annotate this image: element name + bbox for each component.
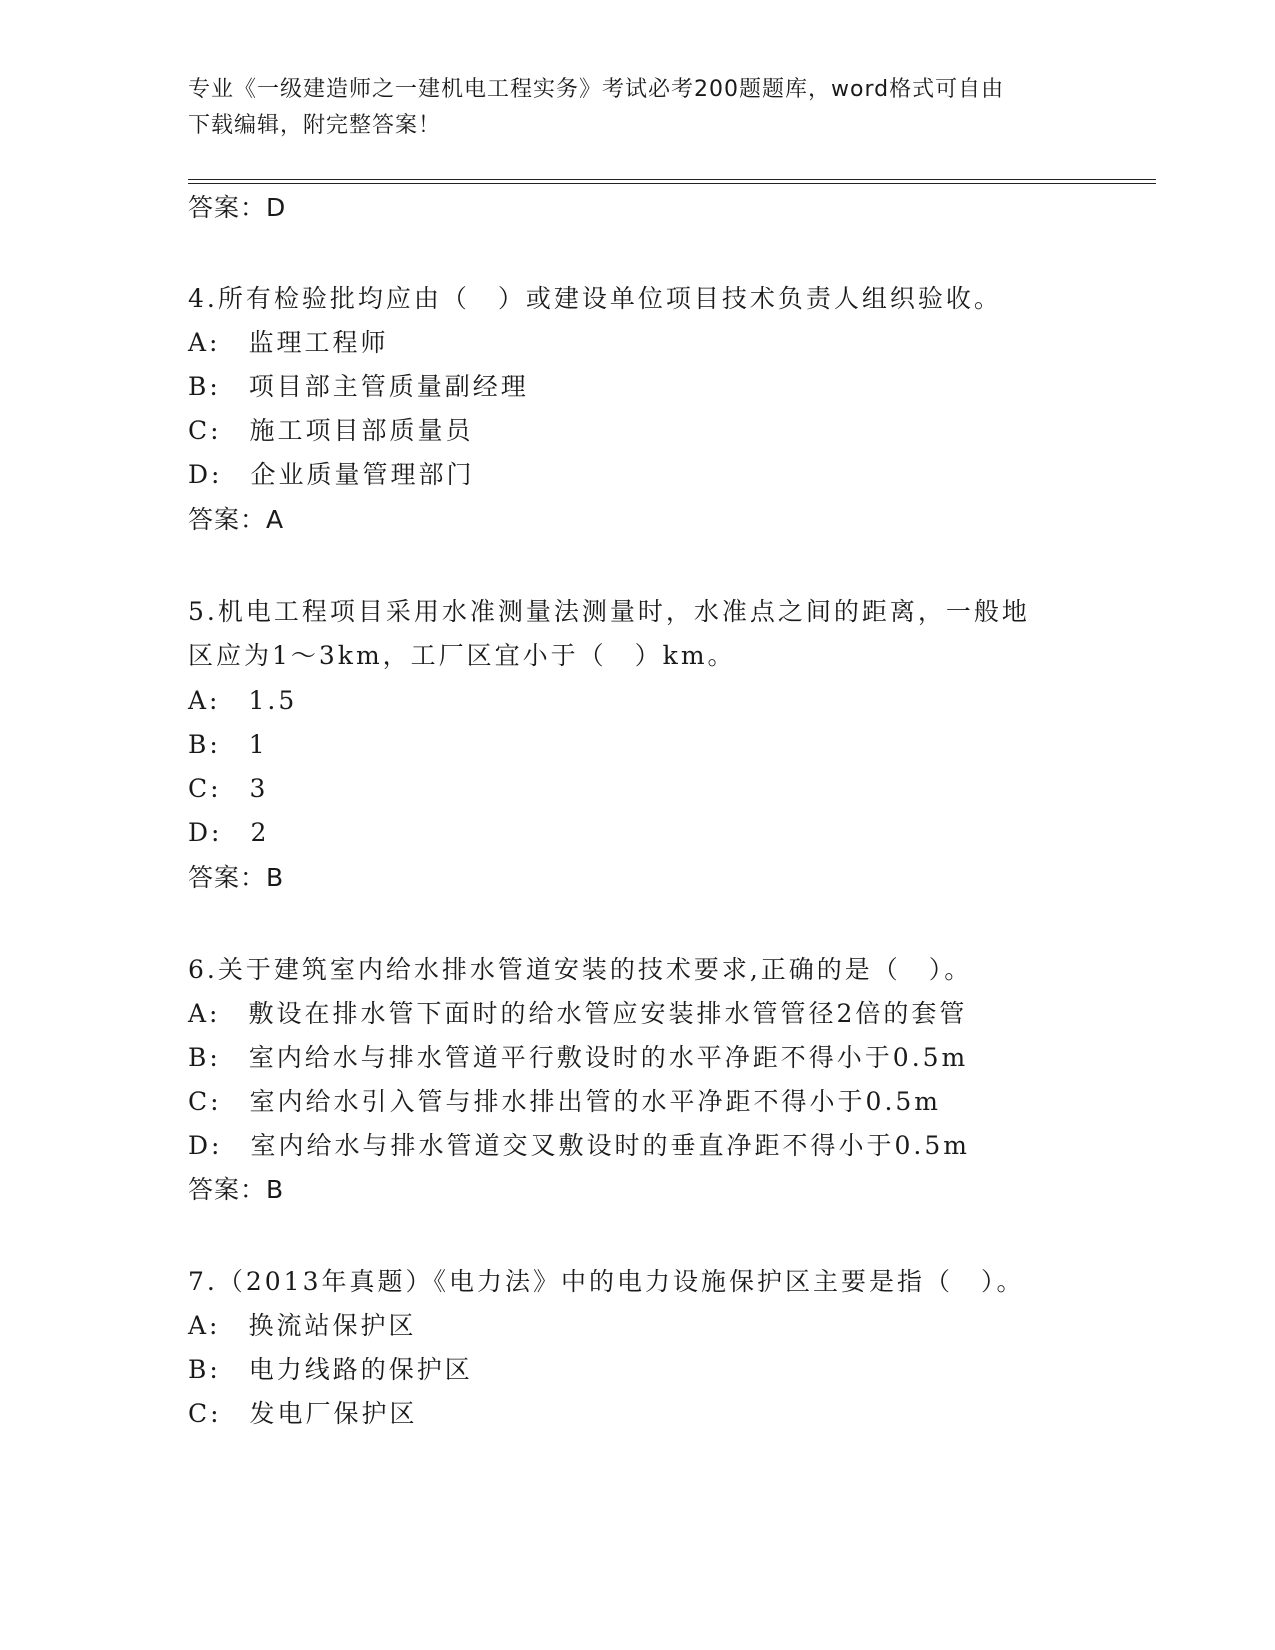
header-line-1: 专业《一级建造师之一建机电工程实务》考试必考200题题库，word格式可自由 [188, 77, 1005, 102]
option-a: A: 敷设在排水管下面时的给水管应安装排水管管径2倍的套管 [188, 999, 968, 1028]
answer-label: 答案：B [188, 1175, 285, 1204]
header-divider-bottom [188, 183, 1156, 184]
option-d: D: 企业质量管理部门 [188, 460, 475, 489]
answer-label: 答案：A [188, 505, 285, 534]
option-a: A: 1.5 [188, 686, 298, 715]
answer-label: 答案：D [188, 193, 287, 222]
header-line-2: 下载编辑，附完整答案！ [188, 113, 442, 138]
option-d: D: 室内给水与排水管道交叉敷设时的垂直净距不得小于0.5m [188, 1131, 970, 1160]
option-a: A: 换流站保护区 [188, 1311, 417, 1340]
document-header [188, 72, 1068, 144]
question-stem: 7.（2013年真题）《电力法》中的电力设施保护区主要是指（ ）。 [188, 1267, 1025, 1296]
option-b: B: 项目部主管质量副经理 [188, 372, 529, 401]
option-d: D: 2 [188, 818, 270, 847]
question-stem: 5.机电工程项目采用水准测量法测量时，水准点之间的距离，一般地 [188, 597, 1030, 626]
header-divider-top [188, 179, 1156, 180]
question-stem-continued: 区应为1～3km，工厂区宜小于（ ）km。 [188, 641, 736, 670]
option-c: C: 发电厂保护区 [188, 1399, 418, 1428]
option-b: B: 室内给水与排水管道平行敷设时的水平净距不得小于0.5m [188, 1043, 969, 1072]
option-c: C: 3 [188, 774, 269, 803]
option-a: A: 监理工程师 [188, 328, 389, 357]
option-c: C: 室内给水引入管与排水排出管的水平净距不得小于0.5m [188, 1087, 942, 1116]
question-stem: 4.所有检验批均应由（ ）或建设单位项目技术负责人组织验收。 [188, 284, 1002, 313]
option-c: C: 施工项目部质量员 [188, 416, 474, 445]
question-stem: 6.关于建筑室内给水排水管道安装的技术要求,正确的是（ ）。 [188, 955, 973, 984]
answer-label: 答案：B [188, 863, 285, 892]
option-b: B: 电力线路的保护区 [188, 1355, 473, 1384]
option-b: B: 1 [188, 730, 268, 759]
